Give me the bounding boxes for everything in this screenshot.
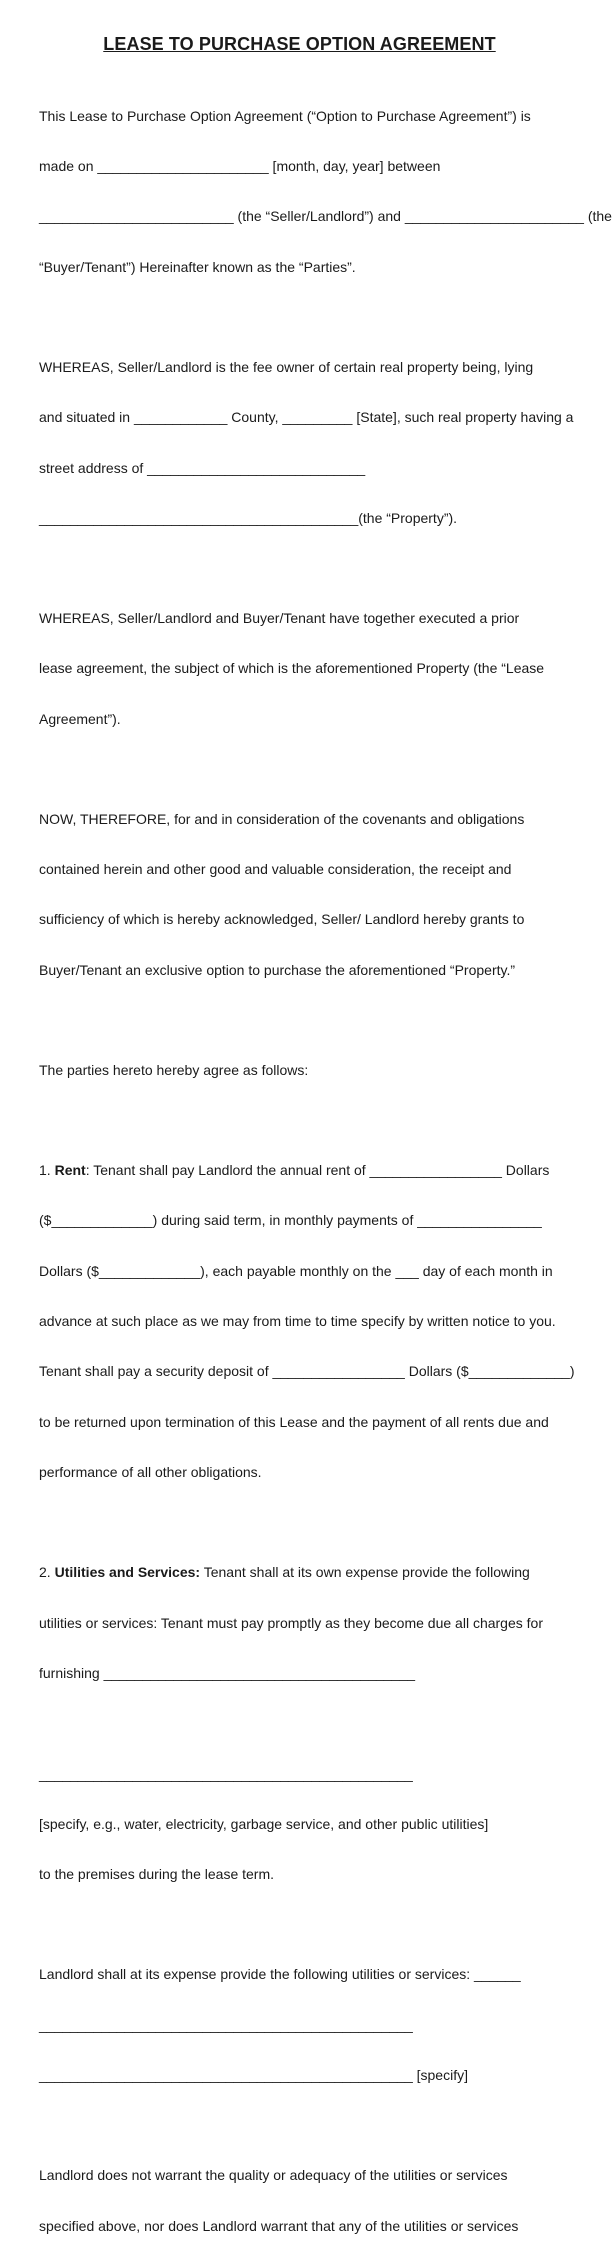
text-line: Landlord does not warrant the quality or adequacy of the utilities or services [39, 2167, 508, 2184]
text-line: _________________________________________(the “Property”). [39, 509, 458, 526]
document-title: LEASE TO PURCHASE OPTION AGREEMENT [103, 34, 496, 54]
text-line: _________________________ (the “Seller/Landlord”) and _______________________ (the [39, 208, 612, 225]
text-line: Landlord shall at its expense provide the following utilities or services: ______ [39, 1966, 521, 1983]
text-line: furnishing ________________________________________ [39, 1664, 416, 1681]
text-line: sufficiency of which is hereby acknowledged, Seller/ Landlord hereby grants to [39, 911, 525, 928]
text-line: WHEREAS, Seller/Landlord is the fee owner of certain real property being, lying [39, 358, 534, 375]
text-line: ________________________________________________ [39, 1765, 413, 1782]
text-line: specified above, nor does Landlord warrant that any of the utilities or services [39, 2217, 519, 2234]
text-line [39, 1564, 560, 1581]
section-number: 2. [39, 1564, 55, 1581]
text-line: Tenant shall pay a security deposit of _________________ Dollars ($_____________) [39, 1363, 575, 1380]
now-therefore-paragraph [39, 777, 560, 1012]
agree-paragraph [39, 1028, 560, 1112]
text-line: to the premises during the lease term. [39, 1866, 275, 1883]
section-rent [39, 1128, 575, 1514]
whereas-lease-paragraph [39, 576, 560, 761]
text-line: lease agreement, the subject of which is the aforementioned Property (the “Lease [39, 660, 545, 677]
text-line: ________________________________________________ [specify] [39, 2067, 468, 2084]
section-number: 1. [39, 1161, 55, 1178]
text-line: and situated in ____________ County, _________ [State], such real property having a [39, 409, 574, 426]
text-line: This Lease to Purchase Option Agreement (“Option to Purchase Agreement”) is [39, 107, 531, 124]
text-line: to be returned upon termination of this Lease and the payment of all rents due and [39, 1413, 549, 1430]
landlord-utilities-paragraph [39, 1933, 560, 2118]
text-line [39, 1715, 560, 1732]
text-line: WHEREAS, Seller/Landlord and Buyer/Tenant have together executed a prior [39, 609, 520, 626]
text-line [39, 1162, 560, 1179]
text-line: Agreement”). [39, 710, 121, 727]
text-line: [specify, e.g., water, electricity, garbage service, and other public utilities] [39, 1816, 489, 1833]
section-text: Tenant shall at its own expense provide the following [200, 1564, 530, 1581]
text-line: advance at such place as we may from time to time specify by written notice to you. [39, 1312, 556, 1329]
text-line: Buyer/Tenant an exclusive option to purchase the aforementioned “Property.” [39, 961, 516, 978]
text-line: NOW, THEREFORE, for and in consideration of the covenants and obligations [39, 810, 525, 827]
warranty-paragraph [39, 2134, 560, 2268]
text-line: ________________________________________________ [39, 2016, 413, 2033]
text-line: performance of all other obligations. [39, 1464, 262, 1481]
whereas-owner-paragraph [39, 325, 574, 560]
section-heading: Rent [54, 1161, 86, 1178]
text-line: contained herein and other good and valuable consideration, the receipt and [39, 861, 512, 878]
text-line: utilities or services: Tenant must pay promptly as they become due all charges for [39, 1614, 543, 1631]
text-line: made on ______________________ [month, day, year] between [39, 157, 441, 174]
text-line: Dollars ($_____________), each payable monthly on the ___ day of each month in [39, 1262, 553, 1279]
section-heading: Utilities and Services: [54, 1564, 201, 1581]
text-line: street address of ____________________________ [39, 459, 366, 476]
text-line: The parties hereto hereby agree as follows: [39, 1061, 309, 1078]
intro-paragraph [39, 74, 612, 309]
section-utilities [39, 1531, 560, 1917]
text-line: “Buyer/Tenant”) Hereinafter known as the “Parties”. [39, 258, 356, 275]
section-text: : Tenant shall pay Landlord the annual rent of _________________ Dollars [85, 1161, 550, 1178]
text-line: ($_____________) during said term, in monthly payments of ________________ [39, 1212, 542, 1229]
